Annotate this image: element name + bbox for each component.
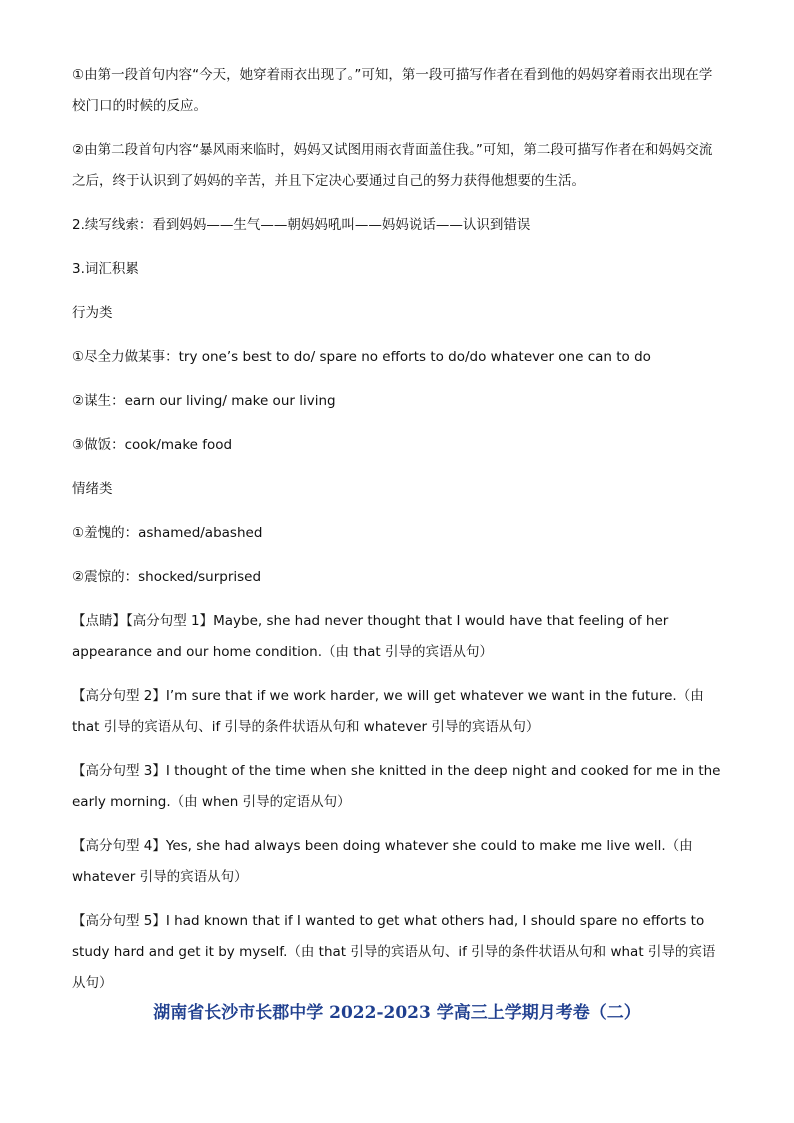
paragraph-vocab-item: ②谋生：earn our living/ make our living xyxy=(72,393,336,409)
paragraph-sentence-pattern: 【高分句型 2】I’m sure that if we work harder, we will get whatever we want in the future.（由 that 引导的宾语从句、if 引导的条件状语从句和 whatever 引导的宾语从句） xyxy=(72,688,704,735)
paragraph-vocab-item: ①尽全力做某事：try one’s best to do/ spare no efforts to do/do whatever one can to do xyxy=(72,349,651,365)
paragraph-sentence-pattern: 【高分句型 4】Yes, she had always been doing whatever she could to make me live well.（由 whatever 引导的宾语从句） xyxy=(72,838,693,885)
paragraph-emotion-category: 情绪类 xyxy=(72,481,113,497)
paragraph-analysis-2: ②由第二段首句内容“暴风雨来临时，妈妈又试图用雨衣背面盖住我。”可知，第二段可描写作者在和妈妈交流之后，终于认识到了妈妈的辛苦，并且下定决心要通过自己的努力获得他想要的生活。 xyxy=(72,142,713,189)
paragraph-vocab-heading: 3.词汇积累 xyxy=(72,261,139,277)
paragraph-sentence-pattern: 【高分句型 5】I had known that if I wanted to get what others had, I should spare no efforts to study hard and get it by myself.（由 that 引导的宾语从句、if 引导的条件状语从句和 what 引导的宾语从句） xyxy=(72,913,716,991)
exam-title: 湖南省长沙市长郡中学 2022-2023 学高三上学期月考卷（二） xyxy=(153,1003,641,1023)
paragraph-sentence-pattern: 【高分句型 3】I thought of the time when she knitted in the deep night and cooked for me in the early morning.（由 when 引导的定语从句） xyxy=(72,763,721,810)
paragraph-vocab-item: ①羞愧的：ashamed/abashed xyxy=(72,525,263,541)
paragraph-vocab-item: ②震惊的：shocked/surprised xyxy=(72,569,262,585)
paragraph-sentence-pattern: 【点睛】【高分句型 1】Maybe, she had never thought that I would have that feeling of her appearance and our home condition.（由 that 引导的宾语从句） xyxy=(72,613,669,660)
paragraph-vocab-item: ③做饭：cook/make food xyxy=(72,437,233,453)
paragraph-analysis-1: ①由第一段首句内容“今天，她穿着雨衣出现了。”可知，第一段可描写作者在看到他的妈妈穿着雨衣出现在学校门口的时候的反应。 xyxy=(72,67,713,114)
document-body xyxy=(72,60,722,1012)
paragraph-action-category: 行为类 xyxy=(72,305,113,321)
paragraph-clue: 2.续写线索：看到妈妈——生气——朝妈妈吼叫——妈妈说话——认识到错误 xyxy=(72,217,531,233)
